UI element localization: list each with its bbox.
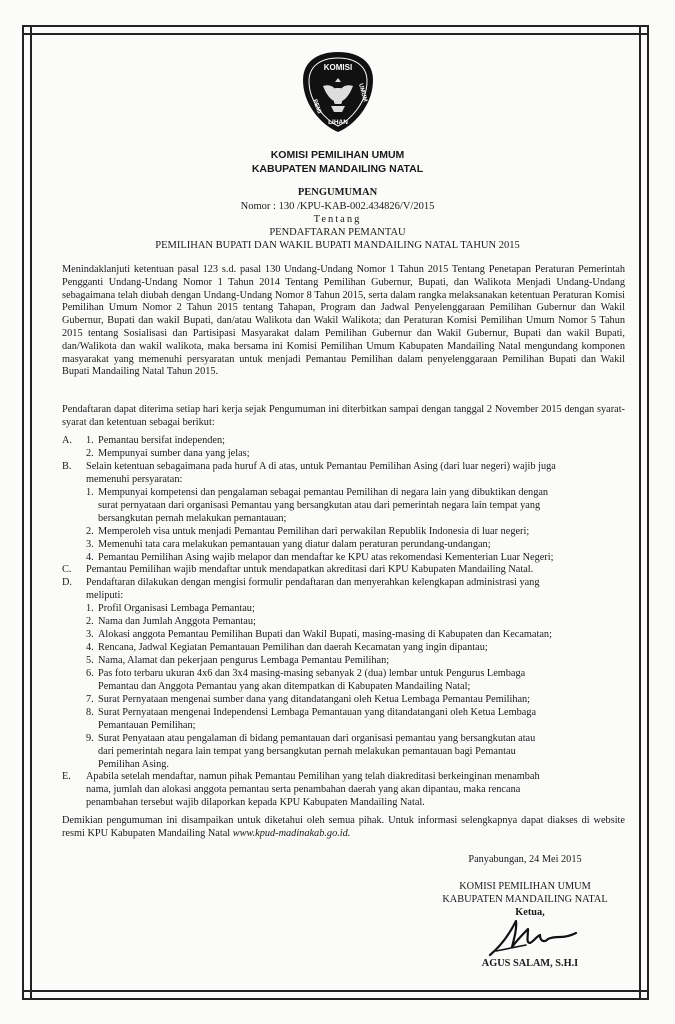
list-item: Surat Pernyataan mengenai sumber dana yang ditandatangani oleh Ketua Lembaga Pemantau Pemilihan; bbox=[98, 694, 531, 705]
list-item: Surat Pernyataan mengenai Independensi Lembaga Pemantauan yang ditandatangani oleh Ketua Lembaga bbox=[98, 707, 537, 718]
section-e-text: penambahan tersebut wajib dilaporkan kepada KPU Kabupaten Mandailing Natal. bbox=[86, 797, 425, 808]
handwritten-signature bbox=[486, 915, 578, 959]
list-item: Nama dan Jumlah Anggota Pemantau; bbox=[98, 616, 256, 627]
announcement-title: PENGUMUMAN bbox=[297, 187, 378, 198]
corner-ornament bbox=[639, 25, 649, 35]
list-item-number: 9. bbox=[86, 733, 94, 744]
list-item: Nama, Alamat dan pekerjaan pengurus Lembaga Pemantau Pemilihan; bbox=[98, 655, 390, 666]
intro-paragraph: Menindaklanjuti ketentuan pasal 123 s.d. pasal 130 Undang-Undang Nomor 1 Tahun 2015 Tentang Penetapan Peraturan Pemerintah Pengganti Undang-Undang Nomor 1 Tahun 2014 Tentang Pemilihan Gubernur, Bupati, dan Walikota Menjadi Undang-Undang sebagaimana telah diubah dengan Undang-Undang Nomor 8 Tahun 2015, serta dalam rangka melaksanakan ketentuan Peraturan Komisi Pemilihan Umum Nomor 2 Tahun 2015 tentang Tahapan, Program dan Jadwal Penyelenggaraan Pemilihan Gubernur dan Wakil Gubernur, Bupati dan wakil Bupati, dan/atau Walikota dan Wakil Walikota; dan Peraturan Komisi Pemilihan Umum Nomor 5 Tahun 2015 tentang Sosialisasi dan Partisipasi Masyarakat dalam Pemilihan Gubernur dan Wakil Gubernur, Bupati dan wakil Bupati, dan/Walikota dan wakil walikota, maka bersama ini Komisi Pemilihan Umum Kabupaten Mandailing Natal mengundang komponen masyarakat yang memenuhi persyaratan untuk menjadi Pemantau Pemilihan dalam penyelenggaraan Pemilihan Bupati dan Wakil Bupati Mandailing Natal Tahun 2015. bbox=[62, 264, 625, 378]
list-item: Mempunyai sumber dana yang jelas; bbox=[98, 448, 250, 459]
list-item: Pemantauan Pemilihan; bbox=[98, 720, 196, 731]
list-item: Pemantau bersifat independen; bbox=[98, 435, 225, 446]
kpu-logo bbox=[301, 50, 375, 134]
signature-role: Ketua, bbox=[515, 907, 545, 918]
list-item-number: 1. bbox=[86, 603, 94, 614]
list-item: Pas foto terbaru ukuran 4x6 dan 3x4 masing-masing sebanyak 2 (dua) lembar untuk Pengurus Lembaga bbox=[98, 668, 526, 679]
signature-org-line1: KOMISI PEMILIHAN UMUM bbox=[459, 881, 591, 892]
list-item: Mempunyai kompetensi dan pengalaman sebagai pemantau Pemilihan di negara lain yang dibuktikan dengan bbox=[98, 487, 549, 498]
signature-org-line2: KABUPATEN MANDAILING NATAL bbox=[442, 894, 608, 905]
list-item: Memenuhi tata cara melakukan pemantauan yang diatur dalam peraturan perundang-undangan; bbox=[98, 539, 491, 550]
org-name-line1: KOMISI PEMILIHAN UMUM bbox=[270, 149, 405, 161]
list-item: Surat Penyataan atau pengalaman di bidang pemantauan dari organisasi pemantau yang bersangkutan atau bbox=[98, 733, 536, 744]
closing-paragraph bbox=[62, 815, 625, 841]
signatory-name: AGUS SALAM, S.H.I bbox=[481, 958, 579, 969]
list-item-number: 4. bbox=[86, 552, 94, 563]
list-item-number: 6. bbox=[86, 668, 94, 679]
list-item-number: 3. bbox=[86, 629, 94, 640]
corner-ornament bbox=[22, 990, 32, 1000]
section-d-lead: Pendaftaran dilakukan dengan mengisi formulir pendaftaran dan menyerahkan kelengkapan administrasi yang bbox=[86, 577, 540, 588]
corner-ornament bbox=[639, 990, 649, 1000]
registration-paragraph: Pendaftaran dapat diterima setiap hari kerja sejak Pengumuman ini diterbitkan sampai dengan tanggal 2 November 2015 dengan syarat-syarat dan ketentuan sebagai berikut: bbox=[62, 404, 625, 428]
section-b-lead: Selain ketentuan sebagaimana pada huruf A di atas, untuk Pemantau Pemilihan Asing (dari luar negeri) wajib juga bbox=[86, 461, 556, 472]
logo-text-right: UMUM bbox=[357, 82, 368, 103]
website-link[interactable]: www.kpud-madinakab.go.id. bbox=[232, 827, 351, 839]
section-a-label: A. bbox=[62, 435, 73, 446]
list-item: Profil Organisasi Lembaga Pemantau; bbox=[98, 603, 255, 614]
list-item-number: 2. bbox=[86, 448, 94, 459]
section-d-label: D. bbox=[62, 577, 73, 588]
section-b-label: B. bbox=[62, 461, 72, 472]
section-d-lead: meliputi: bbox=[86, 590, 124, 601]
list-item: Pemantau Pemilihan Asing wajib melapor dan mendaftar ke KPU atas rekomendasi Kementerian Luar Negeri; bbox=[98, 552, 554, 563]
list-item-number: 8. bbox=[86, 707, 94, 718]
list-item: dari pemerintah negara lain tempat yang bersangkutan pernah melakukan pemantauan bagi Pemantau bbox=[98, 746, 516, 757]
announcement-number: Nomor : 130 /KPU-KAB-002.434826/V/2015 bbox=[240, 201, 435, 212]
place-date: Panyabungan, 24 Mei 2015 bbox=[468, 854, 582, 865]
list-item-number: 2. bbox=[86, 526, 94, 537]
section-e-text: nama, jumlah dan alokasi anggota pemantau serta penambahan daerah yang akan dipantau, maka rencana bbox=[86, 784, 521, 795]
list-item-number: 4. bbox=[86, 642, 94, 653]
list-item: Pemilihan Asing. bbox=[98, 759, 169, 770]
section-b-lead: memenuhi persyaratan: bbox=[86, 474, 183, 485]
about-label: Tentang bbox=[313, 214, 362, 225]
section-c-label: C. bbox=[62, 564, 72, 575]
logo-text-left: PEMI bbox=[311, 98, 322, 115]
list-item-number: 2. bbox=[86, 616, 94, 627]
org-name-line2: KABUPATEN MANDAILING NATAL bbox=[251, 163, 424, 175]
list-item: bersangkutan pernah melakukan pemantauan; bbox=[98, 513, 287, 524]
list-item-number: 5. bbox=[86, 655, 94, 666]
list-item: Memperoleh visa untuk menjadi Pemantau Pemilihan dari perwakilan Republik Indonesia di luar negeri; bbox=[98, 526, 530, 537]
list-item: Pemantau dan Anggota Pemantau yang akan ditempatkan di Kabupaten Mandailing Natal; bbox=[98, 681, 471, 692]
section-c-text: Pemantau Pemilihan wajib mendaftar untuk mendapatkan akreditasi dari KPU Kabupaten Mandailing Natal. bbox=[86, 564, 534, 575]
list-item-number: 3. bbox=[86, 539, 94, 550]
closing-text: Demikian pengumuman ini disampaikan untuk diketahui oleh semua pihak. Untuk informasi selengkapnya dapat diakses di website resmi KPU Kabupaten Mandailing Natal bbox=[62, 815, 625, 839]
list-item-number: 1. bbox=[86, 435, 94, 446]
list-item: surat pernyataan dari organisasi Pemantau yang bersangkutan atau dari pemerintah negara lain tempat yang bbox=[98, 500, 541, 511]
list-item-number: 1. bbox=[86, 487, 94, 498]
topic-line2: PEMILIHAN BUPATI DAN WAKIL BUPATI MANDAILING NATAL TAHUN 2015 bbox=[155, 240, 520, 251]
list-item: Alokasi anggota Pemantau Pemilihan Bupati dan Wakil Bupati, masing-masing di Kabupaten dan Kecamatan; bbox=[98, 629, 552, 640]
topic-line1: PENDAFTARAN PEMANTAU bbox=[269, 227, 406, 238]
section-e-text: Apabila setelah mendaftar, namun pihak Pemantau Pemilihan yang telah diakreditasi berkeinginan menambah bbox=[86, 771, 540, 782]
logo-text-top: KOMISI bbox=[323, 63, 353, 72]
section-e-label: E. bbox=[62, 771, 71, 782]
list-item-number: 7. bbox=[86, 694, 94, 705]
corner-ornament bbox=[22, 25, 32, 35]
list-item: Rencana, Jadwal Kegiatan Pemantauan Pemilihan dan daerah Kecamatan yang ingin dipantau; bbox=[98, 642, 488, 653]
logo-text-bottom: LIHAN bbox=[328, 119, 348, 126]
